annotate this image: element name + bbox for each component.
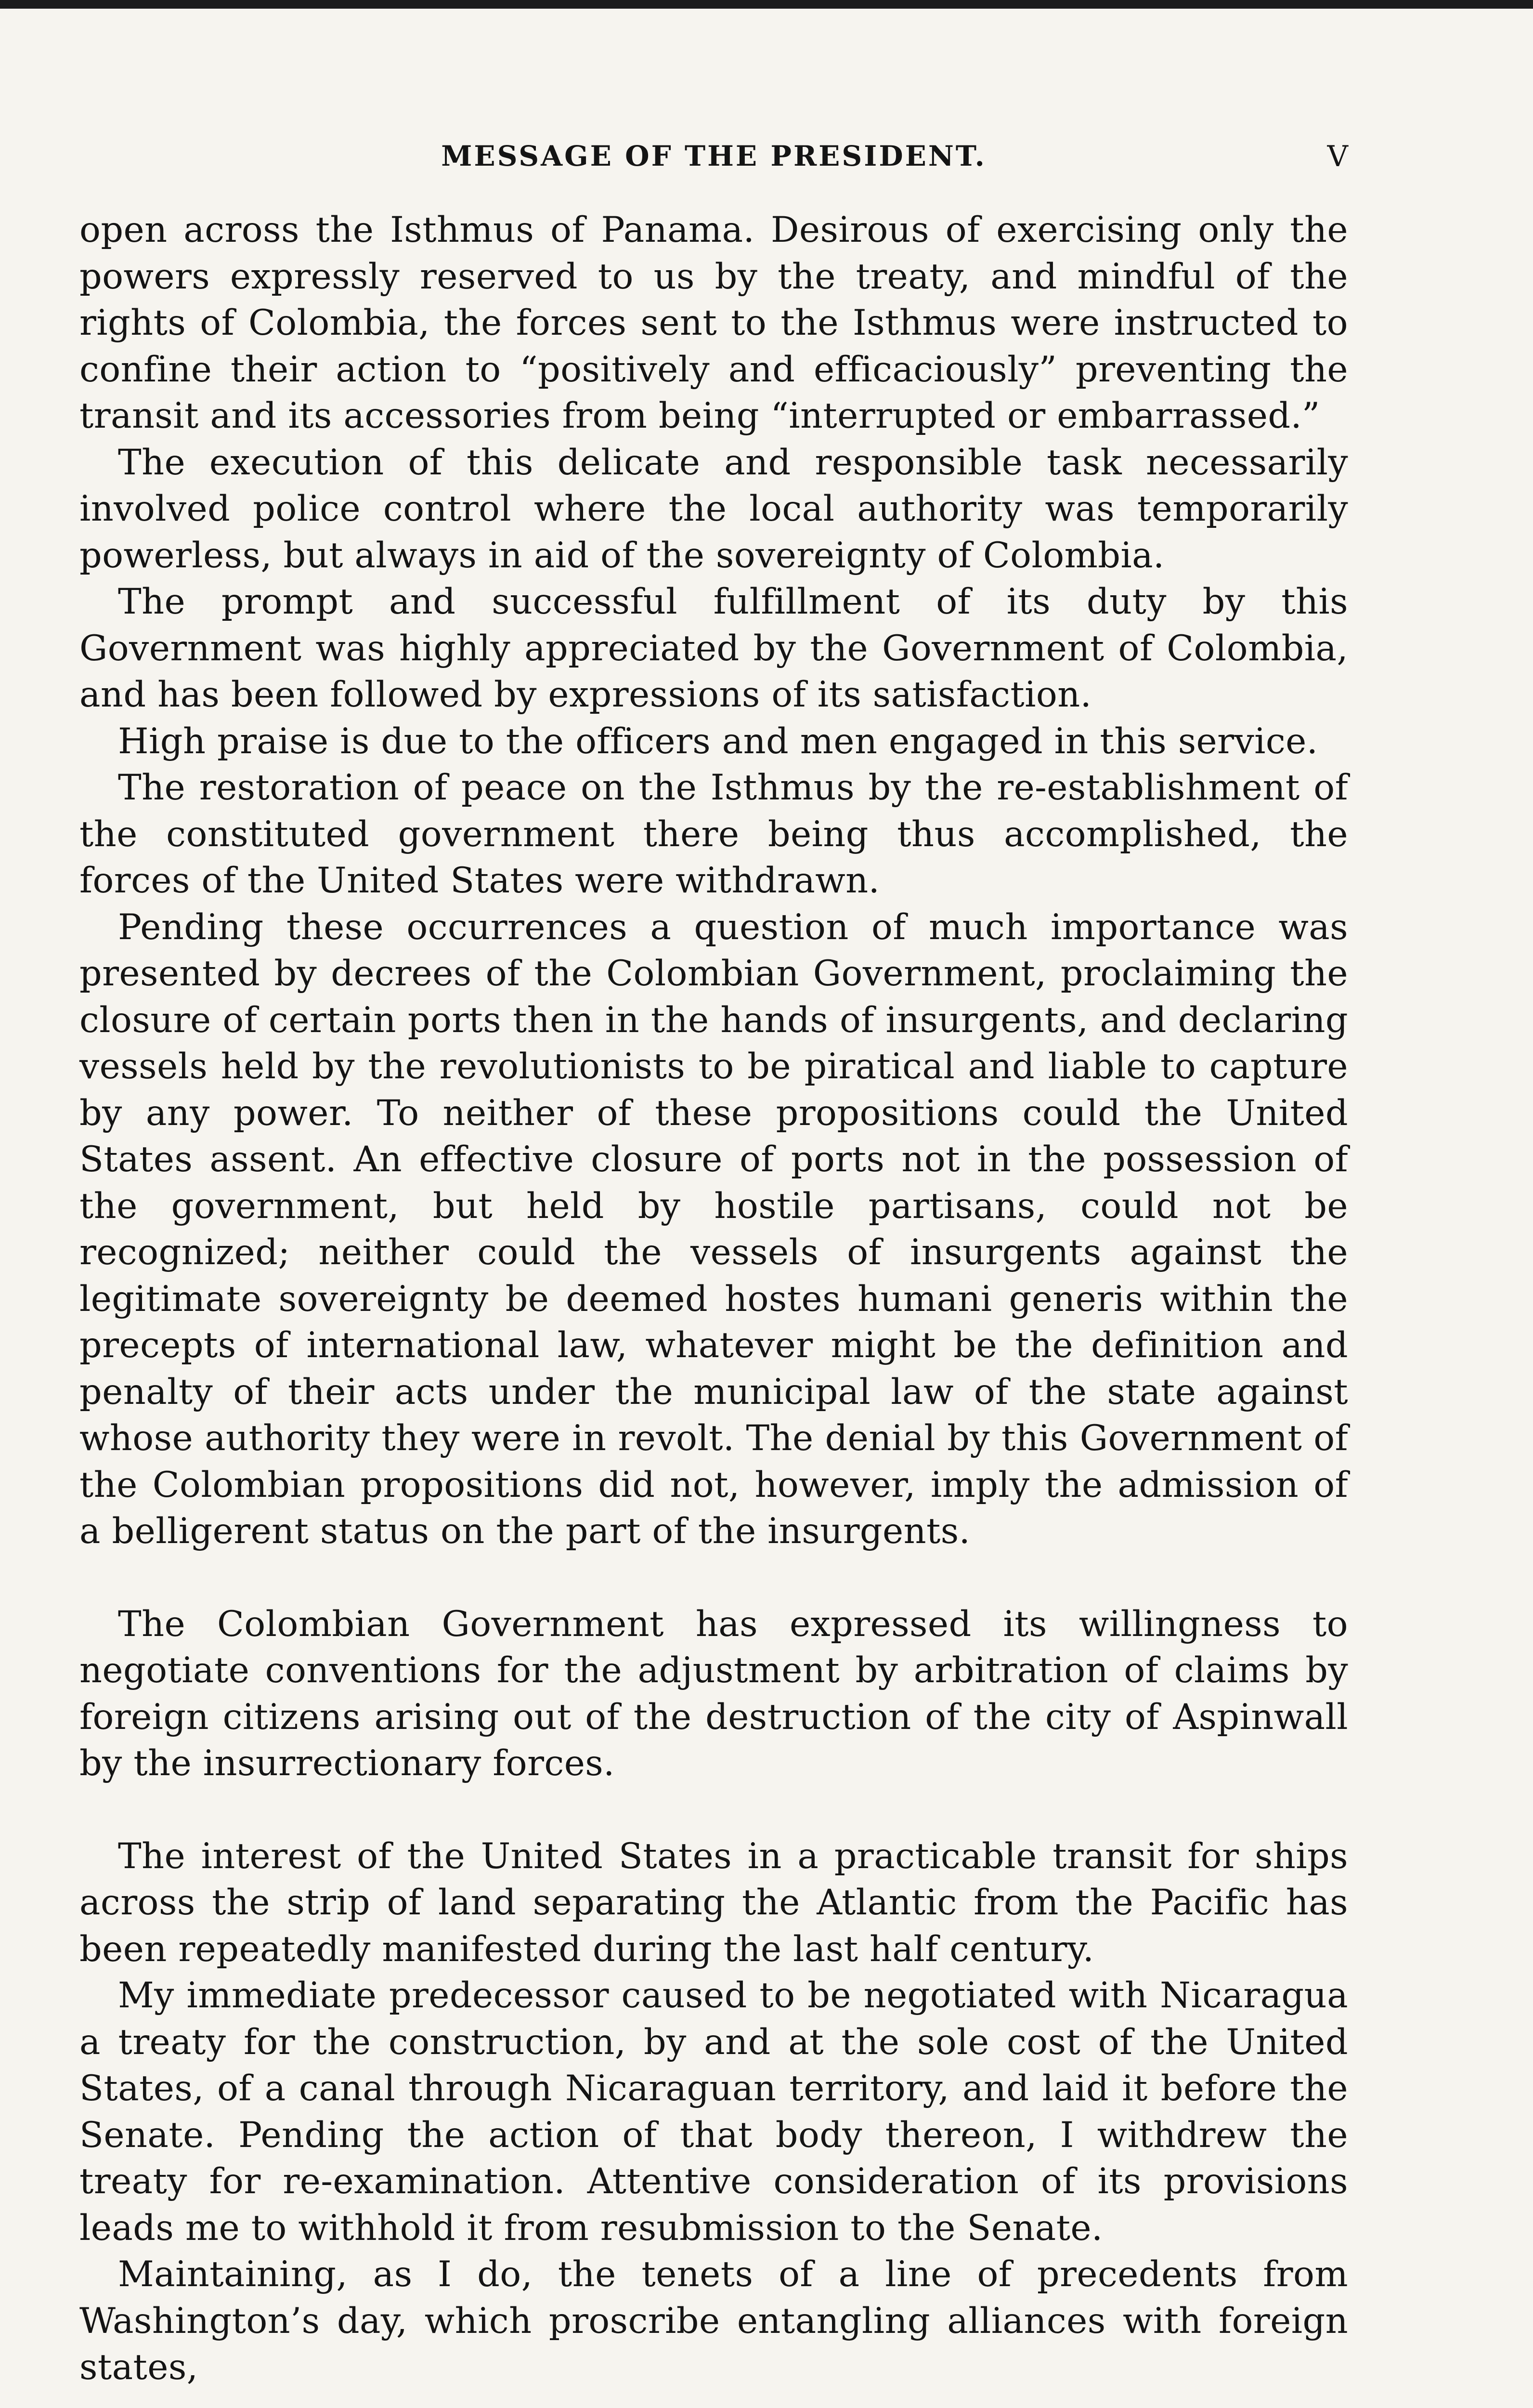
document-page: [79, 135, 1348, 2391]
paragraph-9: My immediate predecessor caused to be negotiated with Nicaragua a treaty for the construction, by and at the sole cost of the United States, of a canal through Nicaraguan territory, and laid it before the Senate. Pending the action of that body thereon, I withdrew the treaty for re-examination. Attentive consideration of its provisions leads me to withhold it from resubmission to the Senate.: [79, 1975, 1348, 2249]
page-number: V: [1327, 140, 1348, 173]
paragraph-8: The interest of the United States in a practicable transit for ships across the strip of land separating the Atlantic from the Pacific has been repeatedly manifested during the last half century.: [79, 1835, 1348, 1970]
paragraph-5: The restoration of peace on the Isthmus by the re-establishment of the constituted government there being thus accomplished, the forces of the United States were withdrawn.: [79, 767, 1348, 901]
paragraph-4: High praise is due to the officers and men engaged in this service.: [118, 720, 1318, 762]
paragraph-3: The prompt and successful fulfillment of its duty by this Government was highly appreciated by the Government of Colombia, and has been followed by expressions of its satisfaction.: [79, 581, 1348, 715]
paragraph-2: The execution of this delicate and responsible task necessarily involved police control where the local authority was temporarily powerless, but always in aid of the sovereignty of Colombia.: [79, 442, 1348, 576]
running-title: MESSAGE OF THE PRESIDENT.: [441, 140, 987, 172]
paragraph-7: The Colombian Government has expressed its willingness to negotiate conventions for the adjustment by arbitration of claims by foreign citizens arising out of the destruction of the city of Aspinwall by the insurrectionary forces.: [79, 1603, 1348, 1784]
scan-edge: [0, 0, 1533, 9]
paragraph-6: Pending these occurrences a question of much importance was presented by decrees of the Colombian Government, proclaiming the closure of certain ports then in the hands of insurgents, and declaring vessels held by the revolutionists to be piratical and liable to capture by any power. To neither of these propositions could the United States assent. An effective closure of ports not in the possession of the government, but held by hostile partisans, could not be recognized; neither could the vessels of insurgents against the legitimate sovereignty be deemed hostes humani generis within the precepts of international law, whatever might be the definition and penalty of their acts under the municipal law of the state against whose authority they were in revolt. The denial by this Government of the Colombian propositions did not, however, imply the admission of a belligerent status on the part of the insurgents.: [79, 906, 1348, 1552]
page-header: [79, 135, 1348, 178]
paragraph-10: Maintaining, as I do, the tenets of a line of precedents from Washington’s day, which proscribe entangling alliances with foreign states,: [79, 2254, 1348, 2388]
paragraph-1: open across the Isthmus of Panama. Desirous of exercising only the powers expressly reserved to us by the treaty, and mindful of the rights of Colombia, the forces sent to the Isthmus were instructed to confine their action to “positively and efficaciously” preventing the transit and its accessories from being “interrupted or embarrassed.”: [79, 209, 1348, 436]
